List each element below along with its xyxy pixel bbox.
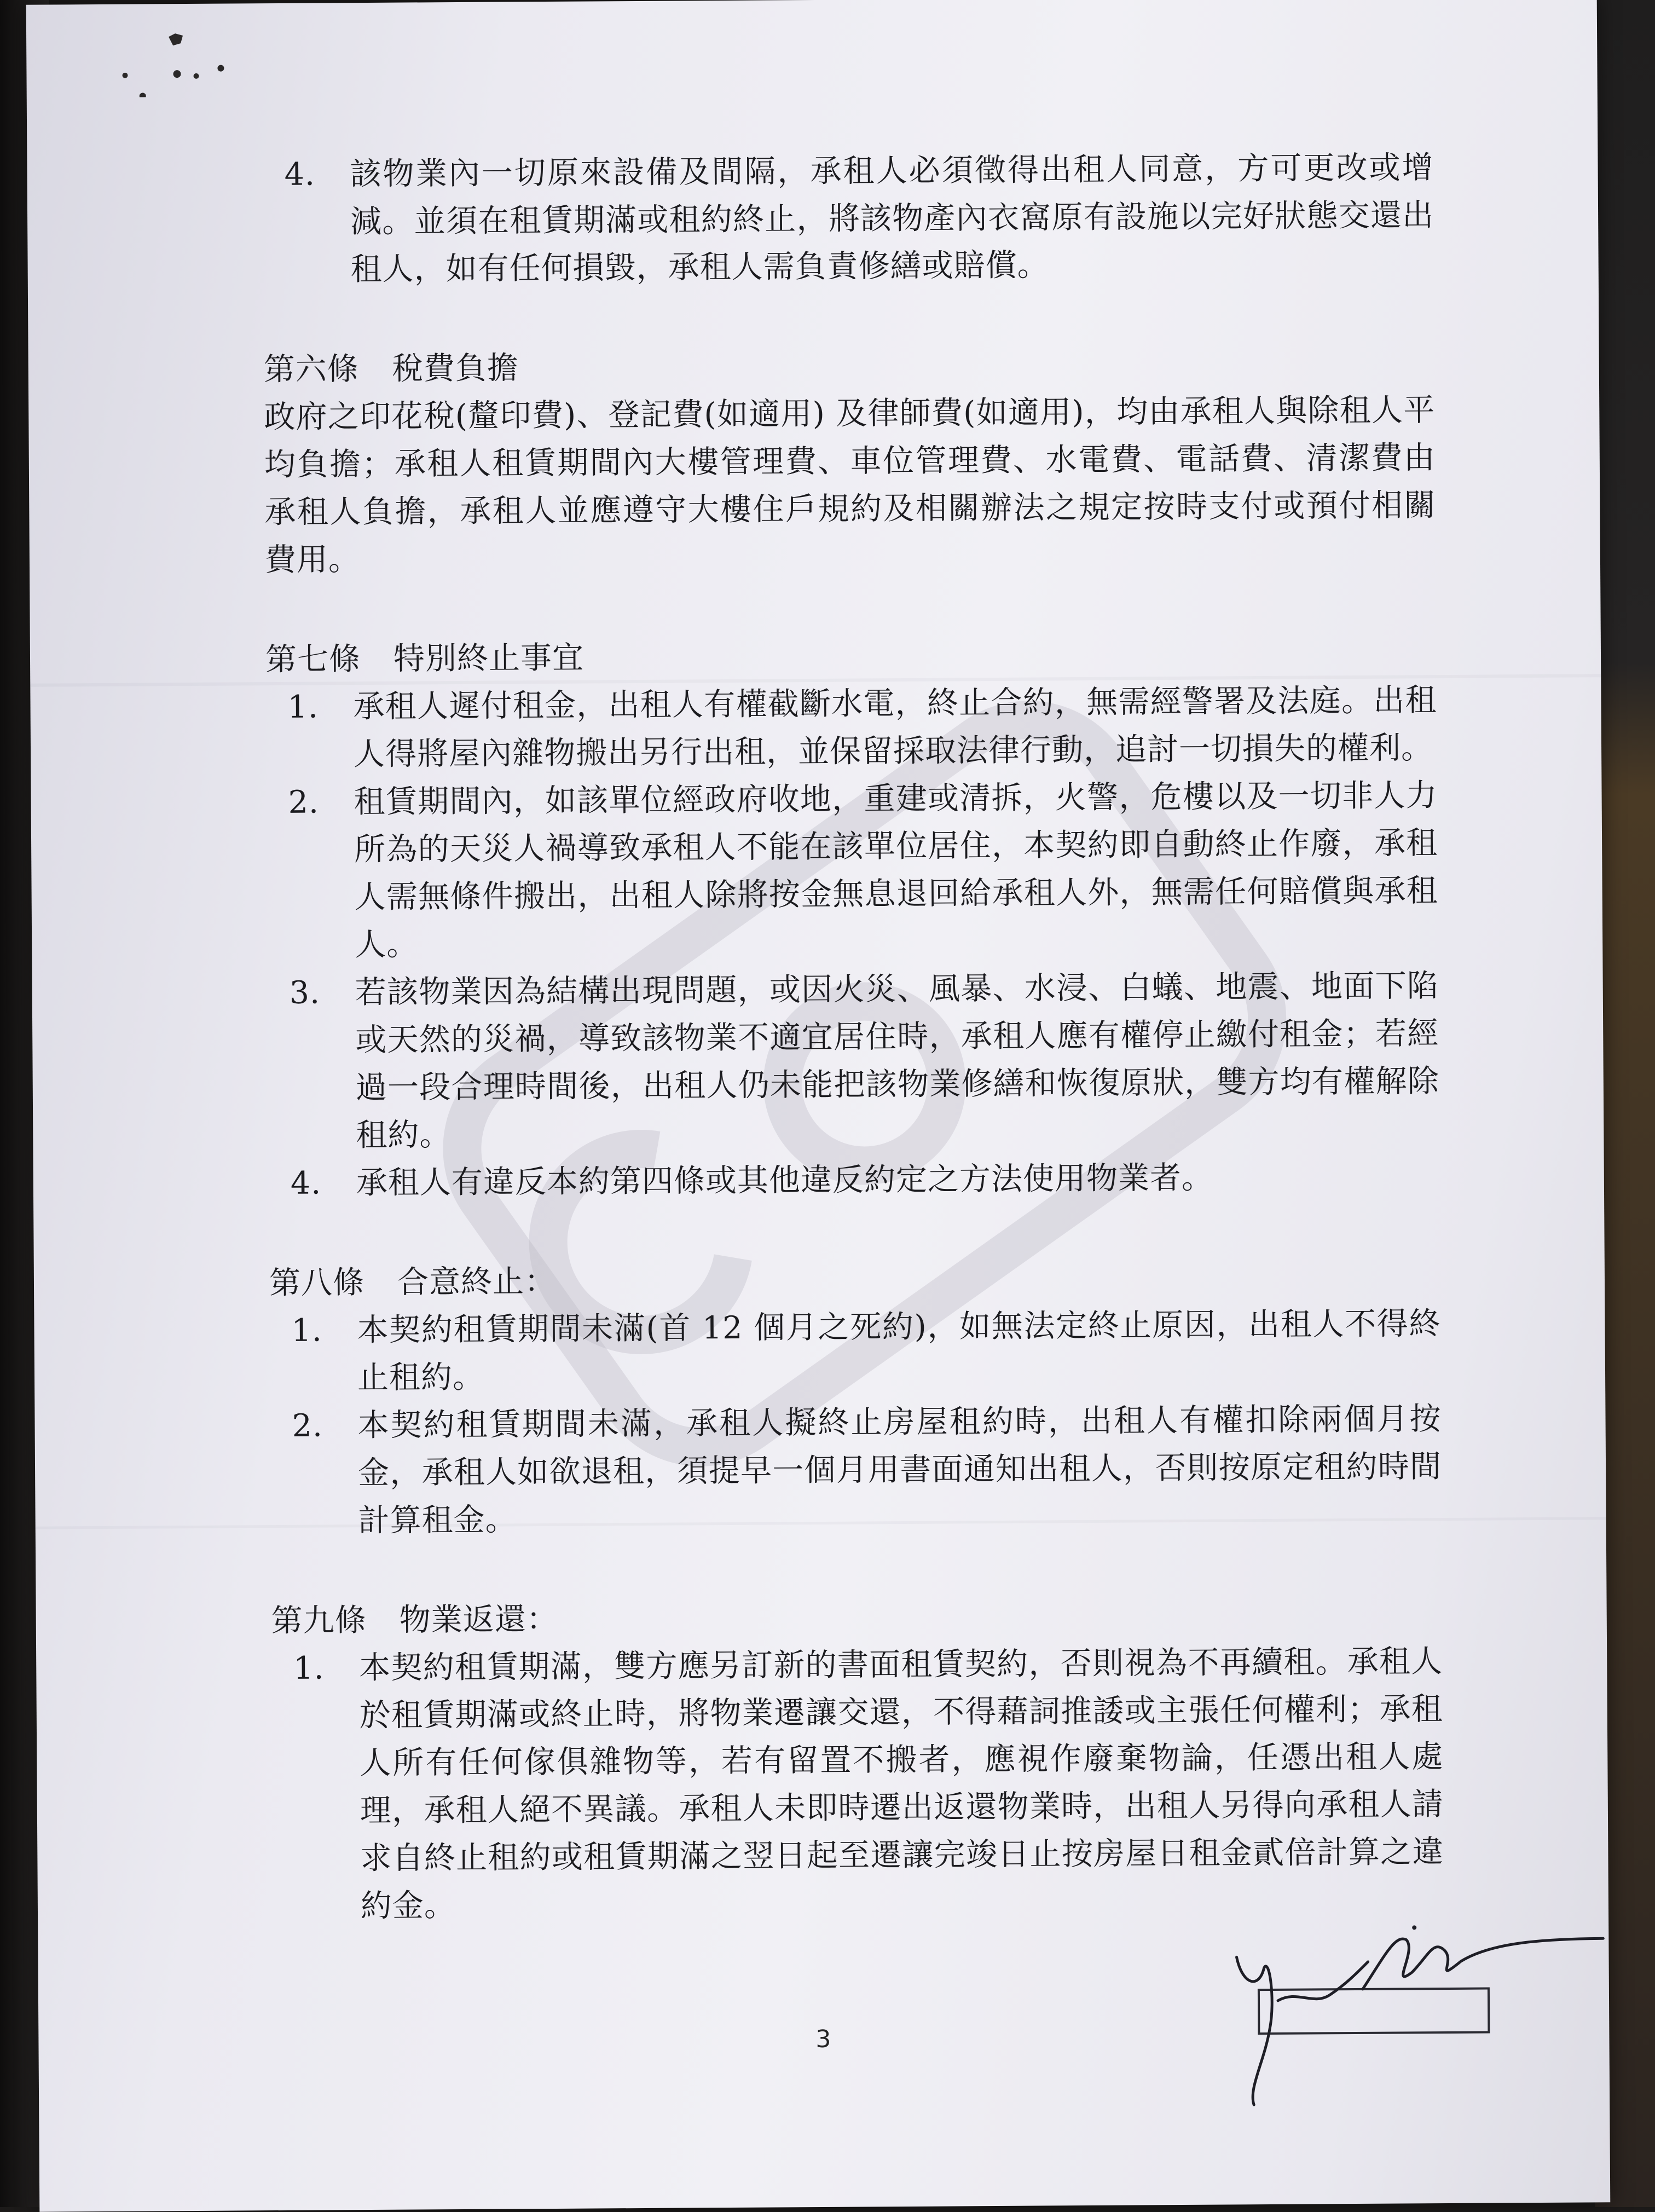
contract-text-body	[262, 144, 1444, 1931]
list-item	[269, 1153, 1440, 1208]
section-heading-8	[269, 1252, 1440, 1307]
handwritten-signature	[1225, 1922, 1610, 2110]
item-number: 2.	[288, 784, 320, 821]
section-heading-9	[271, 1590, 1442, 1645]
item-number: 2.	[292, 1407, 323, 1444]
item-number: 1.	[291, 1312, 323, 1349]
item-number: 1.	[293, 1650, 325, 1687]
item-text: 承租人遲付租金，出租人有權截斷水電，終止合約，無需經警署及法庭。出租人得將屋內雜物搬出另行出租，並保留採取法律行動，追討一切損失的權利。	[353, 682, 1437, 773]
list-item	[271, 1638, 1444, 1931]
section-number: 第九條	[271, 1602, 367, 1639]
item-text: 若該物業因為結構出現問題，或因火災、風暴、水浸、白蟻、地震、地面下陷或天然的災禍，導致該物業不適宜居住時，承租人應有權停止繳付租金；若經過一段合理時間後，出租人仍未能把該物業修繕和恢復原狀，雙方均有權解除租約。	[355, 968, 1439, 1154]
page-number: 3	[815, 2025, 831, 2054]
section-paragraph: 政府之印花稅(釐印費)、登記費(如適用) 及律師費(如適用)，均由承租人與除租人平均負擔；承租人租賃期間內大樓管理費、車位管理費、水電費、電話費、清潔費由承租人負擔，承租人並應遵守大樓住戶規約及相關辦法之規定按時支付或預付相關費用。	[264, 392, 1436, 579]
item-number: 4.	[290, 1165, 322, 1202]
section-heading-7	[265, 629, 1437, 684]
section-title: 物業返還：	[399, 1601, 558, 1638]
item-text: 本契約租賃期滿，雙方應另訂新的書面租賃契約，否則視為不再續租。承租人於租賃期滿或終止時，將物業遷讓交還，不得藉詞推諉或主張任何權利；承租人所有任何傢俱雜物等，若有留置不搬者，應視作廢棄物論，任憑出租人處理，承租人絕不異議。承租人未即時遷出返還物業時，出租人另得向承租人請求自終止租約或租賃期滿之翌日起至遷讓完竣日止按房屋日租金貳倍計算之違約金。	[359, 1643, 1444, 1925]
section-title: 合意終止：	[397, 1263, 557, 1301]
item-text: 租賃期間內，如該單位經政府收地，重建或清拆，火警，危樓以及一切非人力所為的天災人禍導致承租人不能在該單位居住，本契約即自動終止作廢，承租人需無條件搬出，出租人除將按金無息退回給承租人外，無需任何賠償與承租人。	[354, 777, 1438, 963]
list-item	[262, 144, 1434, 294]
punch-holes-marks	[108, 14, 262, 97]
section-heading-6	[264, 339, 1435, 394]
item-text: 承租人有違反本約第四條或其他違反約定之方法使用物業者。	[356, 1159, 1214, 1202]
item-number: 1.	[287, 689, 319, 725]
list-item	[267, 962, 1439, 1160]
section-number: 第六條	[263, 351, 359, 388]
list-item	[270, 1395, 1442, 1545]
section-title: 特別終止事宜	[393, 639, 585, 677]
item-text: 本契約租賃期間未滿(首 12 個月之死約)，如無法定終止原因，出租人不得終止租約。	[357, 1306, 1441, 1396]
document-page	[26, 0, 1611, 2212]
section-number: 第八條	[269, 1264, 365, 1302]
section-title: 稅費負擔	[391, 350, 519, 387]
list-item	[266, 772, 1438, 969]
list-item	[265, 677, 1437, 779]
item-number: 4.	[284, 156, 316, 193]
list-item	[269, 1300, 1441, 1402]
item-text: 該物業內一切原來設備及間隔，承租人必須徵得出租人同意，方可更改或增減。並須在租賃期滿或租約終止，將該物產內衣窩原有設施以完好狀態交還出租人，如有任何損毀，承租人需負責修繕或賠償。	[350, 149, 1434, 288]
section-number: 第七條	[265, 641, 361, 678]
item-number: 3.	[289, 974, 321, 1011]
item-text: 本契約租賃期間未滿，承租人擬終止房屋租約時，出租人有權扣除兩個月按金，承租人如欲退租，須提早一個月用書面通知出租人，否則按原定租約時間計算租金。	[357, 1401, 1442, 1539]
